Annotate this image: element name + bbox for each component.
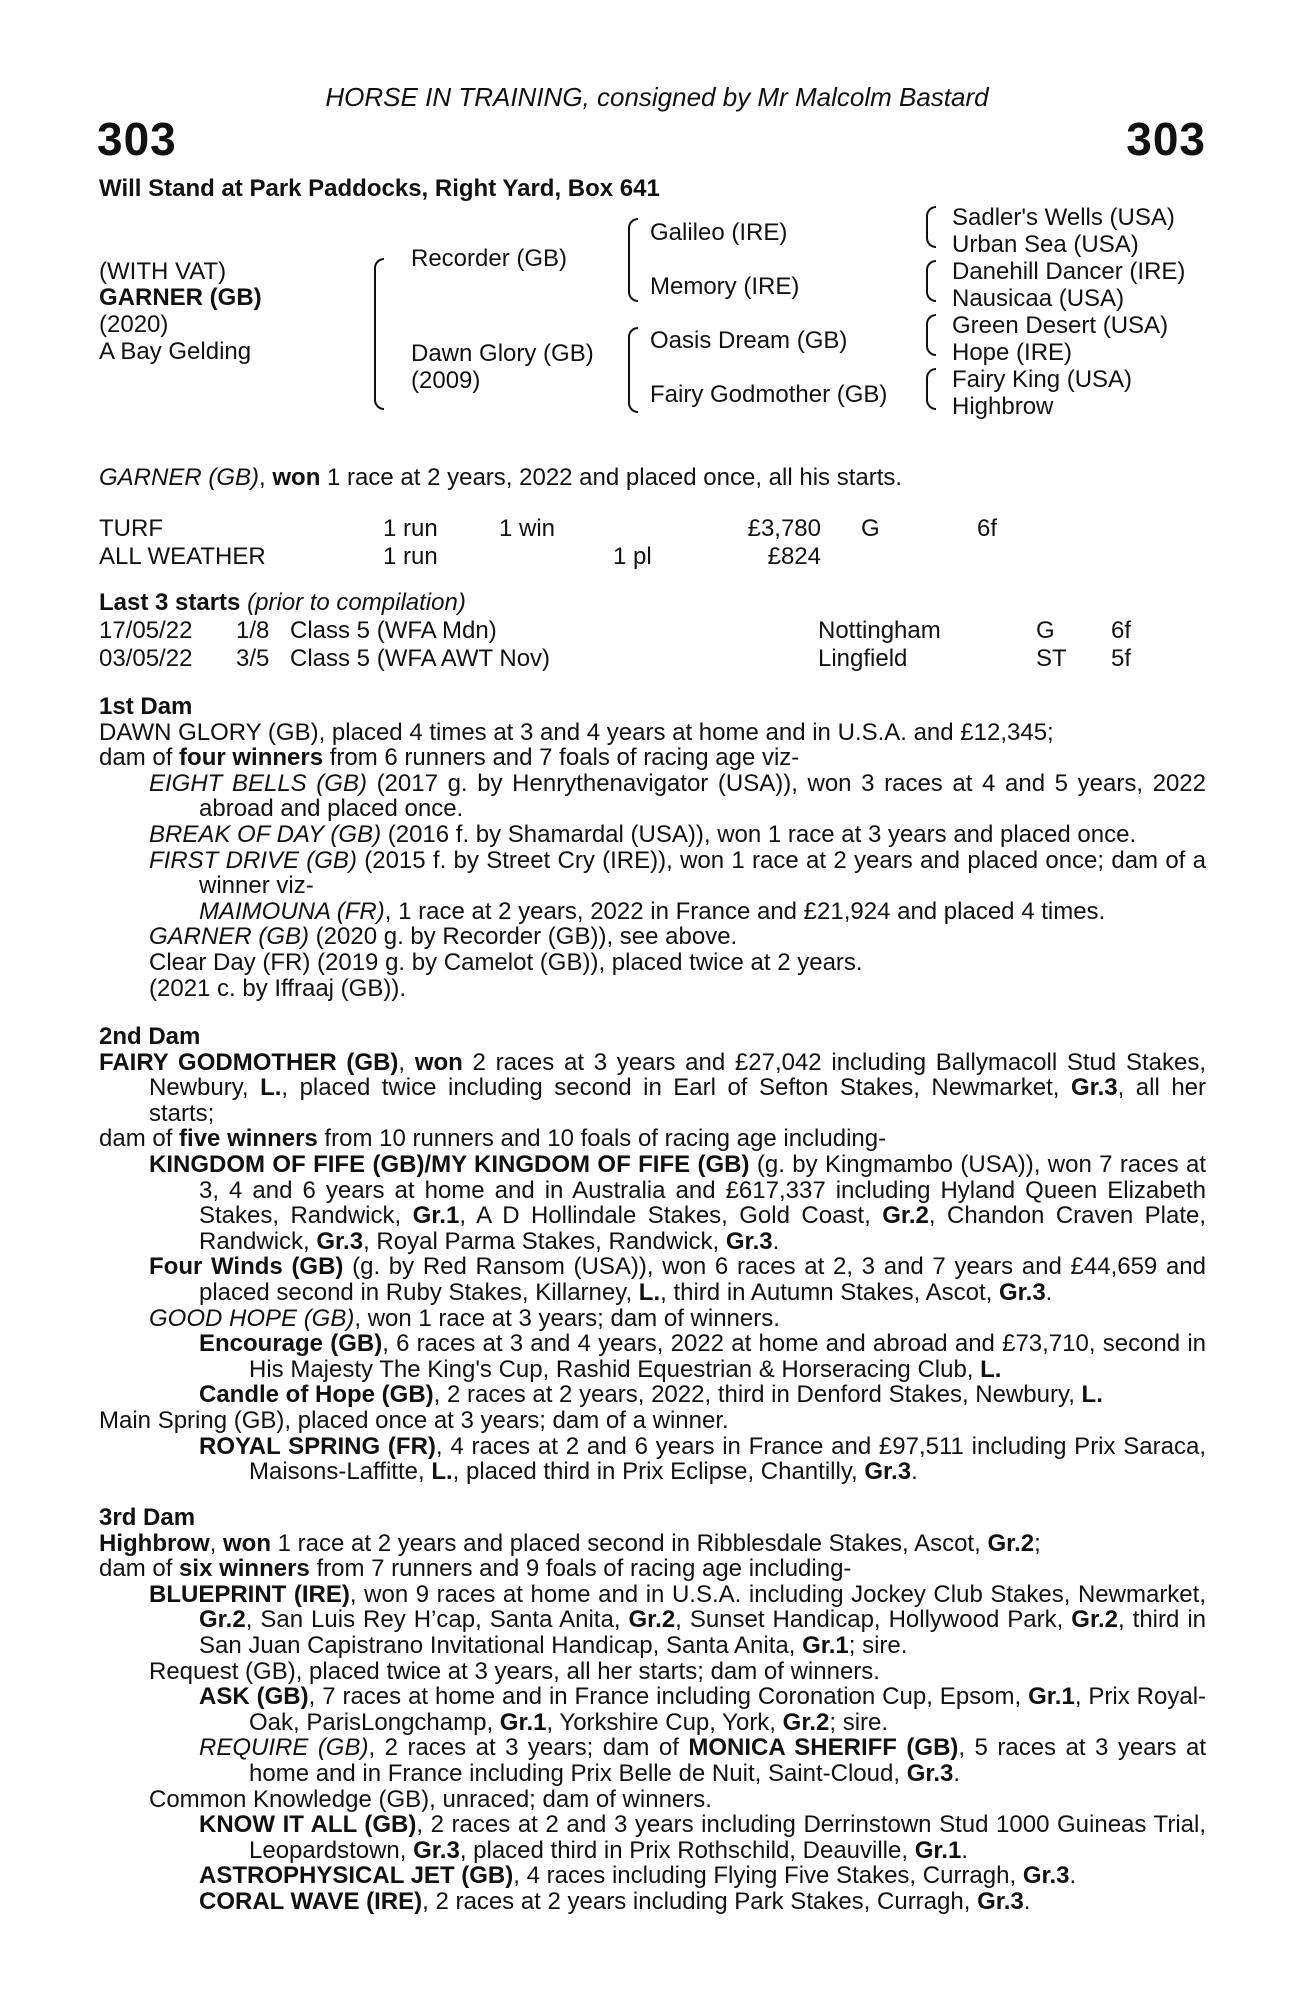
produce-entry <box>99 1434 1206 1485</box>
text: , third in San Juan Capistrano Invitational Handicap, Santa Anita, <box>199 1606 1207 1659</box>
grade: Gr.2 <box>882 1202 929 1230</box>
ancestor-1: Sadler's Wells (USA) <box>952 204 1175 231</box>
stand-location: Will Stand at Park Paddocks, Right Yard, Box 641 <box>99 175 660 202</box>
text: 2 races at 3 years and £27,042 including Ballymacoll Stud Stakes, Newbury, <box>149 1048 1207 1102</box>
text: , won 1 race at 3 years; dam of winners. <box>354 1304 780 1332</box>
text: , placed third in Prix Eclipse, Chantilly, <box>452 1458 865 1486</box>
race-summary: GARNER (GB), won 1 race at 2 years, 2022 and placed once, all his starts. <box>99 464 903 491</box>
produce-entry <box>99 1863 1206 1889</box>
second-dam-heading: 2nd Dam <box>99 1023 201 1050</box>
won: won <box>223 1529 271 1557</box>
horse-name: Candle of Hope (GB) <box>199 1381 434 1409</box>
last-starts-heading <box>99 590 466 616</box>
text: , 6 races at 3 and 4 years, 2022 at home and abroad and £73,710, second in His Majesty The King's Cup, Rashid Equestrian & Horseracing Club, <box>249 1330 1206 1383</box>
won: won <box>414 1048 463 1076</box>
record-distance <box>977 543 997 571</box>
text: . <box>772 1227 780 1255</box>
third-dam-section <box>99 1505 1206 1915</box>
brace-dam <box>628 327 638 413</box>
start-going: ST <box>1036 645 1067 672</box>
start-course: Lingfield <box>818 645 908 672</box>
record-wins <box>499 543 613 571</box>
record-prize: £824 <box>767 543 821 570</box>
grade: L. <box>1081 1381 1103 1409</box>
text: ; <box>1034 1529 1041 1557</box>
grade: Gr.2 <box>782 1708 830 1736</box>
grade: L. <box>980 1355 1002 1383</box>
grade: Gr.1 <box>499 1708 547 1736</box>
start-distance: 5f <box>1111 645 1132 672</box>
text: , <box>398 1048 415 1076</box>
start-date: 17/05/22 <box>99 617 193 644</box>
start-date: 03/05/22 <box>99 645 193 672</box>
vat-note: (WITH VAT) <box>99 258 227 285</box>
text: . <box>1045 1278 1053 1306</box>
winners-count: six winners <box>179 1555 310 1583</box>
produce-entry <box>99 771 1206 822</box>
horse-name: ASK (GB) <box>199 1683 309 1711</box>
grade: Gr.2 <box>628 1606 676 1634</box>
horse-name: Highbrow <box>99 1529 210 1557</box>
text: dam of <box>99 1555 180 1583</box>
text: dam of <box>99 1125 180 1153</box>
summary-name: GARNER (GB) <box>99 464 260 491</box>
produce-entry: (2021 c. by Iffraaj (GB)). <box>149 974 406 1002</box>
horse-name: FIRST DRIVE (GB) <box>149 846 357 874</box>
text: , 2 races at 2 and 3 years including Derrinstown Stud 1000 Guineas Trial, Leopardstown, <box>249 1811 1206 1864</box>
text: (2020 g. by Recorder (GB)), see above. <box>309 923 738 951</box>
text: , <box>209 1529 223 1557</box>
last-starts-note: (prior to compilation) <box>247 589 466 616</box>
record-surface: ALL WEATHER <box>99 543 266 570</box>
text: , Sunset Handicap, Hollywood Park, <box>675 1606 1072 1634</box>
first-dam-heading: 1st Dam <box>99 693 193 720</box>
ancestor-2: Urban Sea (USA) <box>952 231 1139 258</box>
horse-name: GARNER (GB) <box>99 284 262 311</box>
produce-entry <box>99 1331 1206 1382</box>
first-dam-produce-line <box>99 745 1206 771</box>
text: , placed third in Prix Rothschild, Deauville, <box>459 1836 915 1864</box>
horse-year: (2020) <box>99 311 169 338</box>
horse-name: ROYAL SPRING (FR) <box>199 1432 436 1460</box>
text: , 4 races at 2 and 6 years in France and £97,511 including Prix Saraca, Maisons-Laffitte, <box>249 1432 1206 1486</box>
brace-g1 <box>926 206 936 248</box>
text: ; sire. <box>829 1708 889 1736</box>
start-position: 1/8 <box>236 617 270 644</box>
start-race: Class 5 (WFA AWT Nov) <box>290 645 551 672</box>
start-going: G <box>1036 617 1055 644</box>
text: (2016 f. by Shamardal (USA)), won 1 race at 3 years and placed once. <box>381 820 1137 848</box>
produce-entry <box>99 1382 1206 1408</box>
produce-entry <box>99 1254 1206 1305</box>
text: , 7 races at home and in France including Coronation Cup, Epsom, <box>308 1683 1029 1711</box>
grade: Gr.3 <box>413 1836 460 1864</box>
summary-rest: 1 race at 2 years, 2022 and placed once, all his starts. <box>320 464 903 491</box>
text: . <box>911 1458 918 1486</box>
horse-name: MAIMOUNA (FR) <box>199 897 385 925</box>
text: dam of <box>99 744 180 772</box>
text: . <box>961 1836 969 1864</box>
second-dam-produce-line <box>99 1126 1206 1152</box>
text: , third in Autumn Stakes, Ascot, <box>660 1278 999 1306</box>
dam-name: Dawn Glory (GB) <box>411 340 594 367</box>
horse-name: BLUEPRINT (IRE) <box>149 1580 350 1608</box>
produce-entry: Request (GB), placed twice at 3 years, all her starts; dam of winners. <box>149 1657 880 1685</box>
horse-name: REQUIRE (GB) <box>199 1734 369 1762</box>
text: . <box>1069 1862 1077 1890</box>
second-dam-section <box>99 1024 1206 1485</box>
produce-entry <box>99 1812 1206 1863</box>
summary-won: won <box>272 464 321 491</box>
horse-name: Four Winds (GB) <box>149 1253 344 1281</box>
ancestor-4: Nausicaa (USA) <box>952 285 1125 312</box>
produce-entry <box>99 1684 1206 1735</box>
text: , 2 races at 2 years, 2022, third in Denford Stakes, Newbury, <box>433 1381 1082 1409</box>
grade: Gr.1 <box>914 1836 962 1864</box>
horse-name: FAIRY GODMOTHER (GB) <box>99 1048 399 1076</box>
start-distance: 6f <box>1111 617 1132 644</box>
record-wins: 1 win <box>499 515 556 542</box>
table-row <box>99 515 997 543</box>
grade: Gr.1 <box>802 1631 849 1659</box>
text: (g. by Kingmambo (USA)), won 7 races at 3, 4 and 6 years at home and in Australia and £617,337 including Hyland Queen Elizabeth Stakes, Randwick, <box>199 1150 1206 1230</box>
text: , Yorkshire Cup, York, <box>546 1708 783 1736</box>
grade: Gr.3 <box>1070 1074 1118 1102</box>
text: , 4 races including Flying Five Stakes, Curragh, <box>513 1862 1023 1890</box>
ancestor-5: Green Desert (USA) <box>952 312 1169 339</box>
grade: Gr.3 <box>906 1759 954 1787</box>
text: from 10 runners and 10 foals of racing age including- <box>317 1125 887 1153</box>
horse-name: BREAK OF DAY (GB) <box>149 820 382 848</box>
grade: Gr.1 <box>1028 1683 1075 1711</box>
grade: Gr.3 <box>864 1458 912 1486</box>
text: , A D Hollindale Stakes, Gold Coast, <box>459 1202 883 1230</box>
horse-name: CORAL WAVE (IRE) <box>199 1887 423 1915</box>
produce-entry <box>99 822 1206 848</box>
text: , Royal Parma Stakes, Randwick, <box>363 1227 726 1255</box>
text: , Prix Royal-Oak, ParisLongchamp, <box>249 1683 1207 1736</box>
grade: Gr.3 <box>998 1278 1046 1306</box>
grade: Gr.3 <box>977 1887 1024 1915</box>
lot-number-right: 303 <box>1126 113 1206 165</box>
horse-name: GOOD HOPE (GB) <box>149 1304 355 1332</box>
sire-sire: Galileo (IRE) <box>650 219 788 246</box>
text: , 2 races at 2 years including Park Stakes, Curragh, <box>422 1887 978 1915</box>
text: . <box>1023 1887 1031 1915</box>
grade: Gr.2 <box>1071 1606 1118 1634</box>
text: . <box>953 1759 961 1787</box>
first-dam-section <box>99 694 1206 1001</box>
horse-name: Encourage (GB) <box>199 1330 383 1358</box>
produce-entry <box>99 848 1206 899</box>
produce-entry <box>99 1306 1206 1332</box>
record-going: G <box>861 515 880 542</box>
first-dam-line: DAWN GLORY (GB), placed 4 times at 3 and 4 years at home and in U.S.A. and £12,345; <box>99 718 1054 746</box>
horse-description: A Bay Gelding <box>99 338 252 365</box>
brace-g2 <box>926 260 936 302</box>
winners-count: five winners <box>179 1125 318 1153</box>
second-dam-line <box>99 1050 1206 1127</box>
dam-sire: Oasis Dream (GB) <box>650 327 848 354</box>
consignment-line: HORSE IN TRAINING, consigned by Mr Malcolm Bastard <box>325 82 989 112</box>
last-starts-table <box>99 617 1131 673</box>
produce-entry <box>99 899 1206 925</box>
text: , 2 races at 3 years; dam of <box>368 1734 689 1762</box>
produce-entry: Common Knowledge (GB), unraced; dam of winners. <box>149 1785 712 1813</box>
text: , 5 races at 3 years at home and in France including Prix Belle de Nuit, Saint-Cloud, <box>249 1734 1206 1787</box>
text: from 7 runners and 9 foals of racing age including- <box>309 1555 852 1583</box>
record-placed <box>613 515 733 543</box>
grade: L. <box>260 1074 282 1102</box>
text: (2015 f. by Street Cry (IRE)), won 1 race at 2 years and placed once; dam of a winner viz- <box>199 846 1206 900</box>
produce-entry: Clear Day (FR) (2019 g. by Camelot (GB)), placed twice at 2 years. <box>149 948 863 976</box>
ancestor-6: Hope (IRE) <box>952 339 1073 366</box>
dam-year: (2009) <box>411 367 481 394</box>
grade: Gr.3 <box>1022 1862 1070 1890</box>
grade: Gr.2 <box>987 1529 1035 1557</box>
lot-number-left: 303 <box>97 113 177 165</box>
record-prize: £3,780 <box>747 515 821 542</box>
sire-name: Recorder (GB) <box>411 245 568 272</box>
text: (g. by Red Ransom (USA)), won 6 races at 2, 3 and 7 years and £44,659 and placed second in Ruby Stakes, Killarney, <box>199 1253 1206 1306</box>
start-position: 3/5 <box>236 645 270 672</box>
text: , placed twice including second in Earl of Sefton Stakes, Newmarket, <box>281 1074 1071 1102</box>
start-race: Class 5 (WFA Mdn) <box>290 617 497 644</box>
record-runs: 1 run <box>383 515 438 542</box>
brace-g3 <box>926 314 936 356</box>
horse-name: KINGDOM OF FIFE (GB)/MY KINGDOM OF FIFE (GB) <box>149 1150 750 1178</box>
dam-dam: Fairy Godmother (GB) <box>650 381 888 408</box>
horse-name: GARNER (GB) <box>149 923 310 951</box>
text: , won 9 races at home and in U.S.A. including Jockey Club Stakes, Newmarket, <box>349 1580 1206 1608</box>
brace-sire <box>628 218 638 302</box>
produce-entry <box>99 924 1206 950</box>
text: ; sire. <box>848 1631 908 1659</box>
third-dam-heading: 3rd Dam <box>99 1504 196 1531</box>
brace-g4 <box>926 368 936 410</box>
record-surface: TURF <box>99 515 163 542</box>
ancestor-8: Highbrow <box>952 393 1054 420</box>
horse-name: EIGHT BELLS (GB) <box>149 769 367 797</box>
horse-name: KNOW IT ALL (GB) <box>199 1811 417 1839</box>
third-dam-line <box>99 1531 1206 1557</box>
text: , 1 race at 2 years, 2022 in France and £21,924 and placed 4 times. <box>384 897 1106 925</box>
ancestor-7: Fairy King (USA) <box>952 366 1133 393</box>
ancestor-3: Danehill Dancer (IRE) <box>952 258 1186 285</box>
table-row <box>99 617 1131 645</box>
produce-entry <box>99 1152 1206 1254</box>
winners-count: four winners <box>179 744 324 772</box>
table-row <box>99 645 1131 673</box>
horse-name: ASTROPHYSICAL JET (GB) <box>199 1862 514 1890</box>
produce-entry <box>99 1735 1206 1786</box>
grade: L. <box>638 1278 661 1306</box>
grade: L. <box>431 1458 453 1486</box>
produce-entry <box>99 1889 1206 1915</box>
text: from 6 runners and 7 foals of racing age viz- <box>323 744 800 772</box>
record-runs: 1 run <box>383 543 438 570</box>
grade: Gr.3 <box>316 1227 364 1255</box>
record-distance: 6f <box>977 515 998 542</box>
produce-entry: Main Spring (GB), placed once at 3 years; dam of a winner. <box>99 1406 729 1434</box>
table-row <box>99 543 997 571</box>
produce-entry <box>99 1582 1206 1659</box>
text: , San Luis Rey H’cap, Santa Anita, <box>245 1606 629 1634</box>
record-placed: 1 pl <box>613 543 652 570</box>
horse-name: MONICA SHERIFF (GB) <box>688 1734 959 1762</box>
sire-dam: Memory (IRE) <box>650 273 800 300</box>
text: 1 race at 2 years and placed second in Ribblesdale Stakes, Ascot, <box>271 1529 988 1557</box>
text: (2017 g. by Henrythenavigator (USA)), won 3 races at 4 and 5 years, 2022 abroad and placed once. <box>199 769 1206 823</box>
start-course: Nottingham <box>818 617 941 644</box>
text: , all her starts; <box>149 1074 1207 1127</box>
last-starts-title: Last 3 starts <box>99 589 241 616</box>
brace-main <box>374 258 384 410</box>
third-dam-produce-line <box>99 1556 1206 1582</box>
race-record-table <box>99 515 997 571</box>
text: , Chandon Craven Plate, Randwick, <box>199 1202 1207 1255</box>
grade: Gr.2 <box>199 1606 246 1634</box>
grade: Gr.3 <box>725 1227 773 1255</box>
record-going <box>821 543 977 571</box>
grade: Gr.1 <box>412 1202 460 1230</box>
